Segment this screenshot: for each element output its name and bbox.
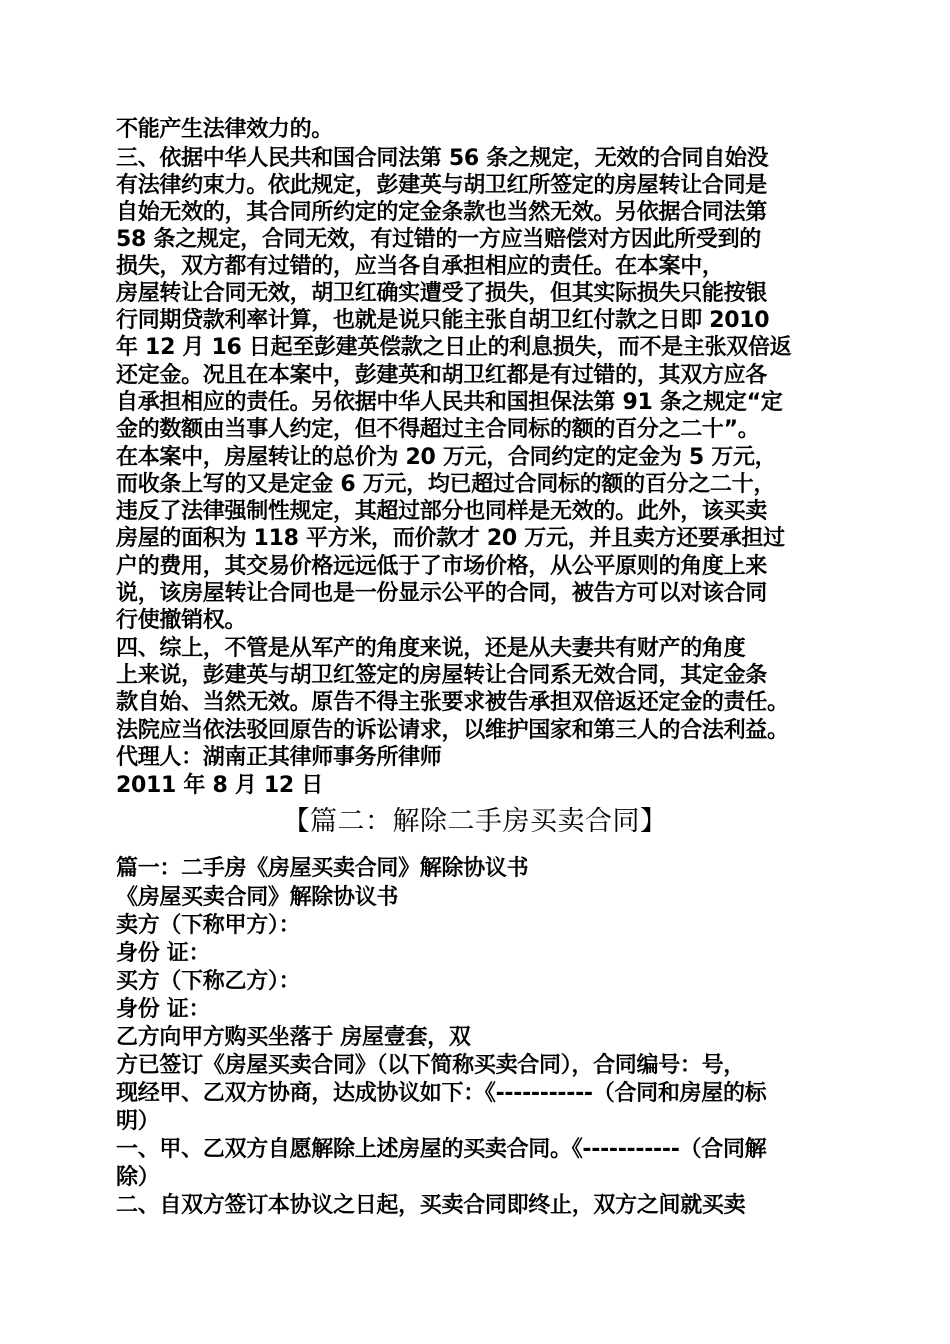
text-line: 行使撤销权。 <box>116 608 247 633</box>
text-line: 款自始、当然无效。原告不得主张要求被告承担双倍返还定金的责任。 <box>116 690 789 715</box>
signature-agent: 代理人：湖南正其律师事务所律师 <box>116 745 442 770</box>
text-line: 有法律约束力。依此规定，彭建英与胡卫红所签定的房屋转让合同是 <box>116 173 768 198</box>
text-line: 四、综上，不管是从军产的角度来说，还是从夫妻共有财产的角度 <box>116 636 746 661</box>
text-line: 还定金。况且在本案中，彭建英和胡卫红都是有过错的，其双方应各 <box>116 363 768 388</box>
seller-field: 卖方（下称甲方）： <box>116 913 301 938</box>
text-line: 58 条之规定，合同无效，有过错的一方应当赔偿对方因此所受到的 <box>116 227 761 252</box>
text-line: 三、依据中华人民共和国合同法第 56 条之规定，无效的合同自始没 <box>116 146 769 171</box>
text-line: 年 12 月 16 日起至彭建英偿款之日止的利息损失，而不是主张双倍返 <box>116 335 792 360</box>
text-line: 上来说，彭建英与胡卫红签定的房屋转让合同系无效合同，其定金条 <box>116 663 768 688</box>
text-line: 自承担相应的责任。另依据中华人民共和国担保法第 91 条之规定“定 <box>116 390 783 415</box>
text-line: 违反了法律强制性规定，其超过部分也同样是无效的。此外，该买卖 <box>116 499 768 524</box>
text-line: 金的数额由当事人约定，但不得超过主合同标的额的百分之二十”。 <box>116 417 760 442</box>
text-line: 明） <box>116 1109 160 1134</box>
text-line: 方已签订《房屋买卖合同》（以下简称买卖合同），合同编号：号， <box>116 1053 746 1078</box>
text-line: 现经甲、乙双方协商，达成协议如下：《-----------（合同和房屋的标 <box>116 1081 767 1106</box>
subsection-title: 篇一：二手房《房屋买卖合同》解除协议书 <box>116 856 529 881</box>
text-line: 一、甲、乙双方自愿解除上述房屋的买卖合同。《-----------（合同解 <box>116 1137 767 1162</box>
text-line: 乙方向甲方购买坐落于 房屋壹套，双 <box>116 1025 471 1050</box>
text-line: 不能产生法律效力的。 <box>116 117 334 142</box>
text-line: 行同期贷款利率计算，也就是说只能主张自胡卫红付款之日即 2010 <box>116 308 770 333</box>
signature-date: 2011 年 8 月 12 日 <box>116 773 323 798</box>
text-line: 房屋的面积为 118 平方米，而价款才 20 万元，并且卖方还要承担过 <box>116 526 785 551</box>
text-line: 除） <box>116 1165 160 1190</box>
text-line: 二、自双方签订本协议之日起，买卖合同即终止，双方之间就买卖 <box>116 1193 746 1218</box>
text-line: 损失，双方都有过错的，应当各自承担相应的责任。在本案中， <box>116 254 724 279</box>
buyer-field: 买方（下称乙方）： <box>116 969 301 994</box>
text-line: 自始无效的，其合同所约定的定金条款也当然无效。另依据合同法第 <box>116 200 768 225</box>
buyer-id-field: 身份 证： <box>116 997 211 1022</box>
text-line: 房屋转让合同无效，胡卫红确实遭受了损失，但其实际损失只能按银 <box>116 281 768 306</box>
text-line: 在本案中，房屋转让的总价为 20 万元，合同约定的定金为 5 万元， <box>116 445 777 470</box>
text-line: 户的费用，其交易价格远远低于了市场价格，从公平原则的角度上来 <box>116 554 768 579</box>
text-line: 法院应当依法驳回原告的诉讼请求，以维护国家和第三人的合法利益。 <box>116 718 789 743</box>
seller-id-field: 身份 证： <box>116 941 211 966</box>
agreement-title: 《房屋买卖合同》解除协议书 <box>116 885 399 910</box>
text-line: 说，该房屋转让合同也是一份显示公平的合同，被告方可以对该合同 <box>116 581 768 606</box>
section-heading: 【篇二：解除二手房买卖合同】 <box>282 806 668 837</box>
text-line: 而收条上写的又是定金 6 万元，均已超过合同标的额的百分之二十， <box>116 472 776 497</box>
